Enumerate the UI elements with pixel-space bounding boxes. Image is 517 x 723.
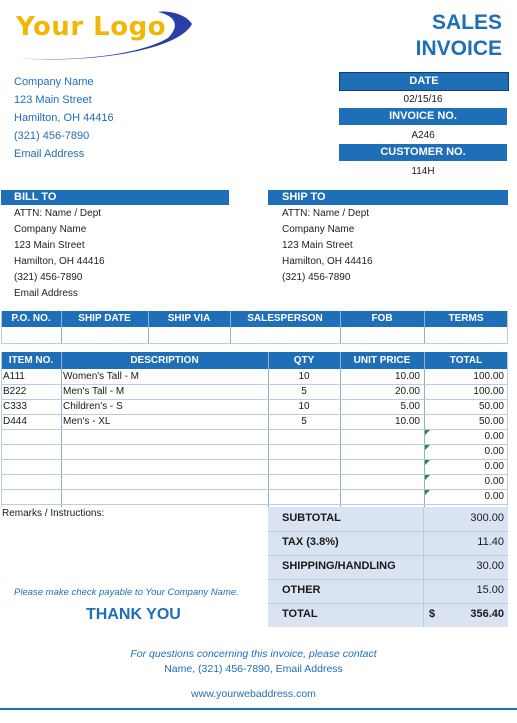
formula-indicator-icon: [425, 430, 430, 435]
company-name: Company Name: [14, 76, 94, 88]
formula-indicator-icon: [425, 445, 430, 450]
subtotal-label: SUBTOTAL: [282, 512, 341, 524]
shipping-handling-value: 30.00: [476, 560, 504, 572]
bill-to-line: Hamilton, OH 44416: [14, 256, 105, 267]
invoice-no-value: A246: [411, 130, 435, 141]
row-unit-price: 10.00: [394, 416, 420, 427]
footer-web-address: www.yourwebaddress.com: [191, 688, 316, 700]
footer-rule: [0, 708, 517, 710]
row-unit-price: 20.00: [394, 386, 420, 397]
items-table: [1, 352, 508, 507]
total-value: 356.40: [470, 608, 504, 620]
formula-indicator-icon: [425, 460, 430, 465]
bill-to-line: Company Name: [14, 224, 87, 235]
totals-box: [268, 507, 508, 627]
ship-to-line: (321) 456-7890: [282, 272, 351, 283]
company-phone: (321) 456-7890: [14, 130, 90, 142]
bill-to-line: ATTN: Name / Dept: [14, 208, 102, 219]
remarks-label: Remarks / Instructions:: [2, 508, 105, 519]
row-qty: 5: [301, 386, 307, 397]
row-description: Men's Tall - M: [63, 386, 125, 397]
row-description: Women's Tall - M: [63, 371, 140, 382]
subtotal-value: 300.00: [470, 512, 504, 524]
row-total: 100.00: [473, 371, 504, 382]
invoice-title: [416, 10, 502, 62]
tax-value: 11.40: [477, 536, 504, 548]
items-header-total: TOTAL: [424, 352, 508, 369]
row-item-no: B222: [3, 386, 27, 397]
company-email: Email Address: [14, 148, 85, 160]
row-total: 0.00: [484, 431, 504, 442]
logo: [8, 6, 193, 66]
items-header-qty: QTY: [268, 352, 340, 369]
footer-contact: Name, (321) 456-7890, Email Address: [164, 663, 343, 675]
customer-no-label: CUSTOMER NO.: [339, 144, 507, 161]
total-label: TOTAL: [282, 608, 318, 620]
footer-questions: For questions concerning this invoice, please contact: [130, 648, 377, 660]
row-item-no: A111: [3, 371, 25, 382]
thank-you: THANK YOU: [86, 606, 181, 623]
date-value: 02/15/16: [403, 94, 443, 105]
other-label: OTHER: [282, 584, 321, 596]
payable-note: Please make check payable to Your Company Name.: [14, 587, 239, 598]
items-header-unit-price: UNIT PRICE: [340, 352, 424, 369]
row-total: 50.00: [478, 401, 504, 412]
row-item-no: C333: [3, 401, 27, 412]
shipping-header-salesperson: SALESPERSON: [230, 311, 340, 327]
shipping-header-po: P.O. NO.: [1, 311, 61, 327]
shipping-header-terms: TERMS: [424, 311, 508, 327]
row-description: Men's - XL: [63, 416, 111, 427]
row-unit-price: 5.00: [400, 401, 420, 412]
shipping-header-fob: FOB: [340, 311, 424, 327]
ship-to-line: Hamilton, OH 44416: [282, 256, 373, 267]
currency-symbol: $: [429, 608, 436, 620]
items-header-item-no: ITEM NO.: [1, 352, 61, 369]
row-description: Children's - S: [63, 401, 123, 412]
shipping-handling-label: SHIPPING/HANDLING: [282, 560, 396, 572]
bill-to-line: (321) 456-7890: [14, 272, 83, 283]
title-line-1: SALES: [431, 11, 502, 34]
row-total: 0.00: [484, 491, 504, 502]
row-qty: 10: [298, 401, 310, 412]
row-total: 0.00: [484, 446, 504, 457]
customer-no-value: 114H: [411, 166, 435, 177]
tax-label: TAX (3.8%): [282, 536, 339, 548]
bill-to-label: BILL TO: [1, 190, 229, 205]
ship-to-line: Company Name: [282, 224, 355, 235]
company-street: 123 Main Street: [14, 94, 92, 106]
row-total: 0.00: [484, 476, 504, 487]
ship-to-label: SHIP TO: [268, 190, 508, 205]
ship-to-line: ATTN: Name / Dept: [282, 208, 370, 219]
shipping-table: [1, 311, 508, 344]
ship-to-line: 123 Main Street: [282, 240, 353, 251]
invoice-no-label: INVOICE NO.: [339, 108, 507, 125]
bill-to-line: Email Address: [14, 288, 78, 299]
row-total: 100.00: [473, 386, 504, 397]
formula-indicator-icon: [425, 475, 430, 480]
row-unit-price: 10.00: [394, 371, 420, 382]
shipping-header-ship-via: SHIP VIA: [148, 311, 230, 327]
row-qty: 10: [298, 371, 310, 382]
row-item-no: D444: [3, 416, 27, 427]
row-total: 50.00: [478, 416, 504, 427]
title-line-2: INVOICE: [415, 37, 502, 60]
items-header-description: DESCRIPTION: [61, 352, 268, 369]
company-city: Hamilton, OH 44416: [14, 112, 114, 124]
other-value: 15.00: [476, 584, 504, 596]
date-label: DATE: [339, 72, 509, 91]
formula-indicator-icon: [425, 490, 430, 495]
logo-text: Your Logo: [16, 12, 167, 42]
row-qty: 5: [301, 416, 307, 427]
row-total: 0.00: [484, 461, 504, 472]
shipping-header-ship-date: SHIP DATE: [61, 311, 148, 327]
bill-to-line: 123 Main Street: [14, 240, 85, 251]
